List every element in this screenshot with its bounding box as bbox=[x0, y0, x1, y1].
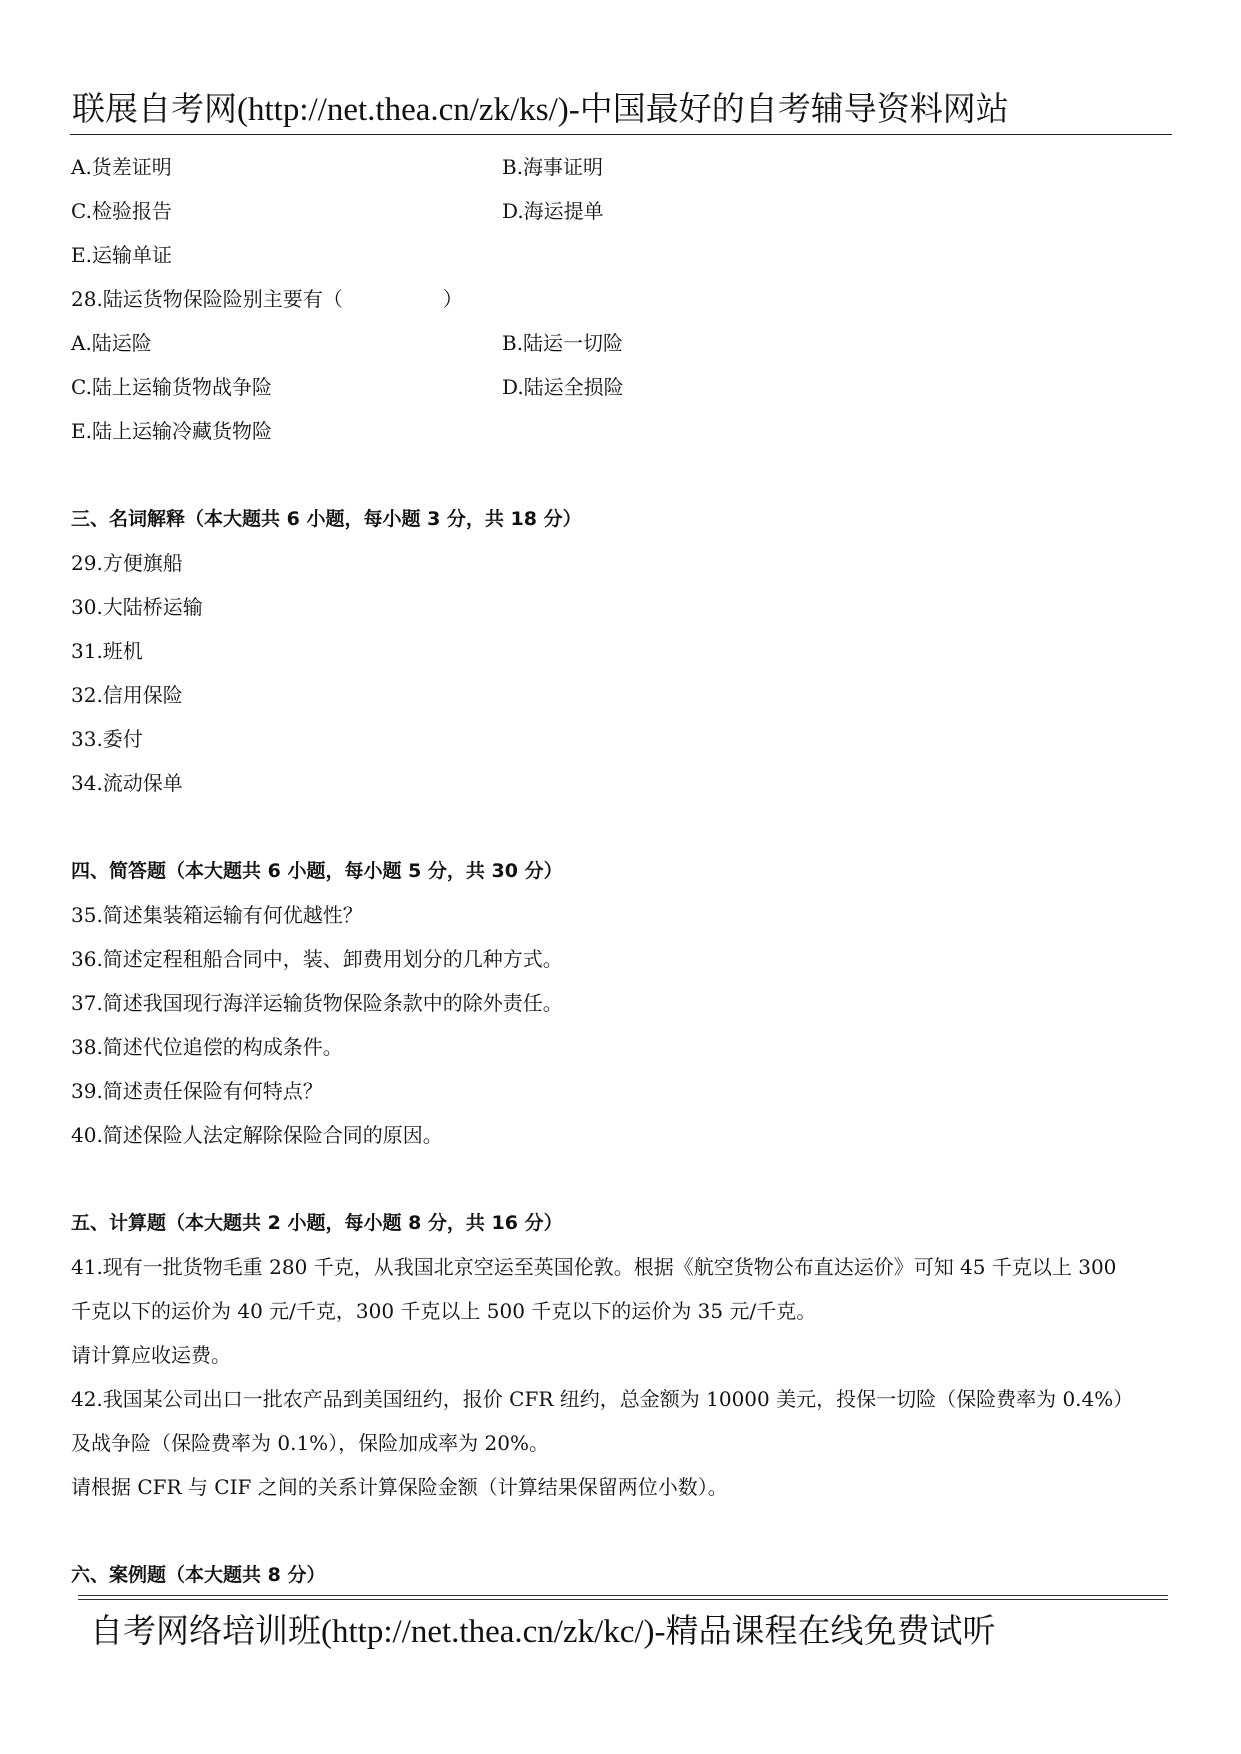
question-42-text: 及战争险（保险费率为 0.1%），保险加成率为 20%。 bbox=[71, 1431, 549, 1455]
option-d: D.陆运全损险 bbox=[502, 375, 624, 399]
question-item: 39.简述责任保险有何特点？ bbox=[71, 1079, 323, 1103]
question-item: 37.简述我国现行海洋运输货物保险条款中的除外责任。 bbox=[71, 991, 563, 1015]
spacer bbox=[71, 1157, 1181, 1201]
option-c: C.检验报告 bbox=[71, 199, 172, 223]
question-item: 34.流动保单 bbox=[71, 771, 183, 795]
question-item: 32.信用保险 bbox=[71, 683, 183, 707]
option-b: B.陆运一切险 bbox=[502, 331, 624, 355]
question-28-stem: 28.陆运货物保险险别主要有（ ） bbox=[71, 287, 463, 311]
spacer bbox=[71, 805, 1181, 849]
question-item: 30.大陆桥运输 bbox=[71, 595, 203, 619]
header-divider bbox=[70, 134, 1172, 135]
section-heading: 六、案例题（本大题共 8 分） bbox=[71, 1564, 326, 1586]
question-41-instruction: 请计算应收运费。 bbox=[71, 1343, 231, 1367]
option-row bbox=[71, 365, 1181, 409]
option-row bbox=[71, 409, 1181, 453]
option-e: E.运输单证 bbox=[71, 243, 172, 267]
option-d: D.海运提单 bbox=[502, 199, 604, 223]
option-a: A.陆运险 bbox=[71, 331, 152, 355]
question-item: 38.简述代位追偿的构成条件。 bbox=[71, 1035, 343, 1059]
question-41-text: 千克以下的运价为 40 元/千克，300 千克以上 500 千克以下的运价为 35 元/千克。 bbox=[71, 1299, 817, 1323]
spacer bbox=[71, 453, 1181, 497]
section-heading: 五、计算题（本大题共 2 小题，每小题 8 分，共 16 分） bbox=[71, 1212, 563, 1234]
page-footer-banner: 自考网络培训班(http://net.thea.cn/zk/kc/)-精品课程在线免费试听 bbox=[90, 1614, 996, 1650]
option-row bbox=[71, 145, 1181, 189]
question-42-instruction: 请根据 CFR 与 CIF 之间的关系计算保险金额（计算结果保留两位小数）。 bbox=[71, 1475, 728, 1499]
question-item: 29.方便旗船 bbox=[71, 551, 183, 575]
question-41-text: 41.现有一批货物毛重 280 千克，从我国北京空运至英国伦敦。根据《航空货物公布直达运价》可知 45 千克以上 300 bbox=[71, 1255, 1117, 1279]
option-c: C.陆上运输货物战争险 bbox=[71, 375, 272, 399]
option-row bbox=[71, 233, 1181, 277]
page-header-banner: 联展自考网(http://net.thea.cn/zk/ks/)-中国最好的自考辅导资料网站 bbox=[72, 92, 1009, 128]
question-item: 33.委付 bbox=[71, 727, 143, 751]
question-item: 40.简述保险人法定解除保险合同的原因。 bbox=[71, 1123, 443, 1147]
option-b: B.海事证明 bbox=[502, 155, 604, 179]
section-heading: 三、名词解释（本大题共 6 小题，每小题 3 分，共 18 分） bbox=[71, 508, 582, 530]
option-row bbox=[71, 321, 1181, 365]
question-item: 36.简述定程租船合同中，装、卸费用划分的几种方式。 bbox=[71, 947, 563, 971]
option-a: A.货差证明 bbox=[71, 155, 172, 179]
question-item: 31.班机 bbox=[71, 639, 143, 663]
exam-content bbox=[71, 145, 1181, 1597]
footer-divider bbox=[78, 1595, 1168, 1600]
question-42-text: 42.我国某公司出口一批农产品到美国纽约，报价 CFR 纽约，总金额为 10000 美元，投保一切险（保险费率为 0.4%） bbox=[71, 1387, 1134, 1411]
option-row bbox=[71, 189, 1181, 233]
section-heading: 四、简答题（本大题共 6 小题，每小题 5 分，共 30 分） bbox=[71, 860, 563, 882]
question-item: 35.简述集装箱运输有何优越性？ bbox=[71, 903, 363, 927]
spacer bbox=[71, 1509, 1181, 1553]
option-e: E.陆上运输冷藏货物险 bbox=[71, 419, 272, 443]
